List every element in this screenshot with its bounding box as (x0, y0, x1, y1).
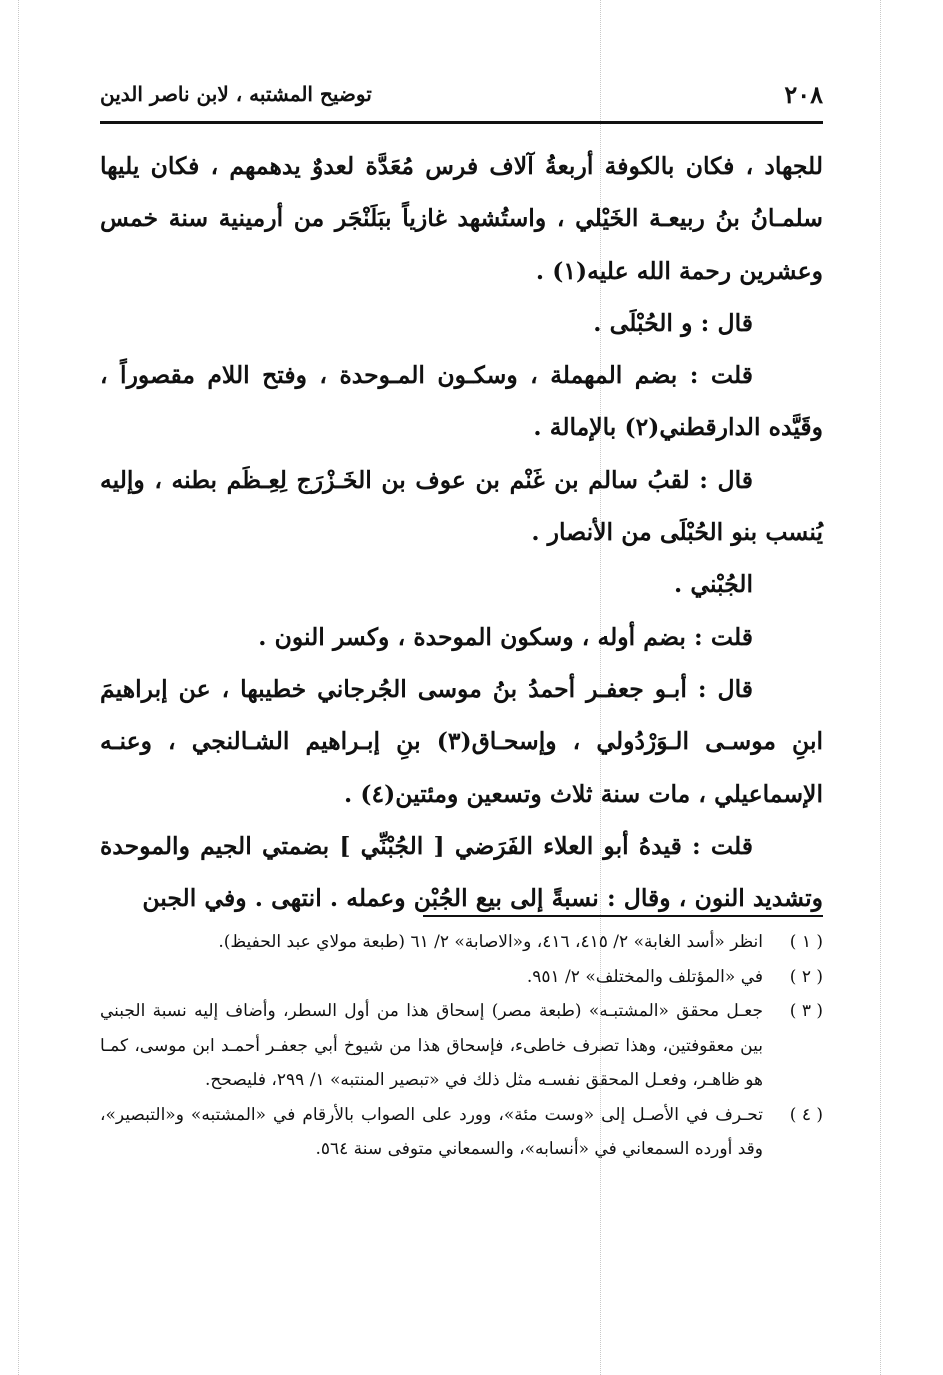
paragraph: قلت : قيدهُ أبو العلاء الفَرَضي [ الجُبْنِّي ] بضمتي الجيم والموحدة وتشديد النون ، وقال : نسبةً إلى بيع الجُبْن وعمله . انتهى . وفي الجبن (100, 831, 823, 913)
paragraph: قال : و الحُبْلَى . (593, 308, 753, 337)
scan-artifact-line (880, 0, 881, 1375)
paragraph: قلت : بضم أوله ، وسكون الموحدة ، وكسر النون . (258, 622, 753, 651)
main-text (100, 140, 823, 924)
paragraph: قلت : بضم المهملة ، وسكـون المـوحدة ، وفتح اللام مقصوراً ، وقَيَّده الدارقطني(٢) بالإمالة . (100, 361, 823, 442)
footnote-number: ( ٤ ) (789, 1104, 823, 1125)
running-title: توضيح المشتبه ، لابن ناصر الدين (100, 82, 372, 106)
footnotes (100, 925, 823, 1167)
footnote-text: جعـل محقق «المشتبـه» (طبعة مصر) إسحاق هذا من أول السطر، وأضاف إليه نسبة الجبني بين معقوفتين، وهذا تصرف خاطىء، فإسحاق هذا من شيوخ أبي جعفـر أحمـد ابن موسى، كمـا هو ظاهـر، وفعـل المحقق نفسـه مثل ذلك في «تبصير المنتبه» ١/ ٢٩٩، فليصحح. (100, 1001, 763, 1090)
scan-artifact-line (18, 0, 19, 1375)
footnote-number: ( ٣ ) (789, 1001, 823, 1021)
paragraph: قال : لقبُ سالم بن غَنْم بن عوف بن الخَـزْرَج لِعِـظَم بطنه ، وإليه يُنسب بنو الحُبْلَى من الأنصار . (100, 465, 823, 547)
footnote-number: ( ١ ) (789, 932, 823, 952)
entry-heading: الجُبْني . (674, 570, 753, 599)
footnote (100, 960, 823, 995)
page-header (100, 80, 823, 120)
footnote-number: ( ٢ ) (789, 966, 823, 987)
footnote (100, 925, 823, 960)
header-rule (100, 121, 823, 124)
paragraph: للجهاد ، فكان بالكوفة أربعةُ آلاف فرس مُعَدَّة لعدوٌ يدهمهم ، فكان يليها سلمـانُ بنُ ربيعـة الخَيْلي ، واستُشهد غازياً ببَلَنْجَر من أرمينية سنة خمس وعشرين رحمة الله عليه(١) . (100, 152, 823, 285)
footnote (100, 1098, 823, 1167)
footnote-text: انظر «أسد الغابة» ٢/ ٤١٥، ٤١٦، و«الاصابة» ٢/ ٦١ (طبعة مولاي عبد الحفيظ). (218, 932, 763, 952)
footnote-separator (423, 915, 823, 917)
footnote (100, 994, 823, 1098)
footnote-text: في «المؤتلف والمختلف» ٢/ ٩٥١. (526, 966, 763, 987)
paragraph: قال : أبـو جعفـر أحمدُ بنُ موسى الجُرجاني خطيبها ، عن إبراهيمَ ابنِ موسـى الـوَرْدُولي ، وإسحـاق(٣) بنِ إبـراهيم الشـالنجي ، وعنـه الإسماعيلي ، مات سنة ثلاث وتسعين ومئتين(٤) . (100, 674, 824, 808)
footnote-text: تحـرف في الأصـل إلى «وست مئة»، وورد على الصواب بالأرقام في «المشتبه» و«التبصير»، وقد أورده السمعاني في «أنسابه»، والسمعاني متوفى سنة ٥٦٤. (100, 1104, 763, 1159)
page-number: ٢٠٨ (784, 80, 823, 109)
